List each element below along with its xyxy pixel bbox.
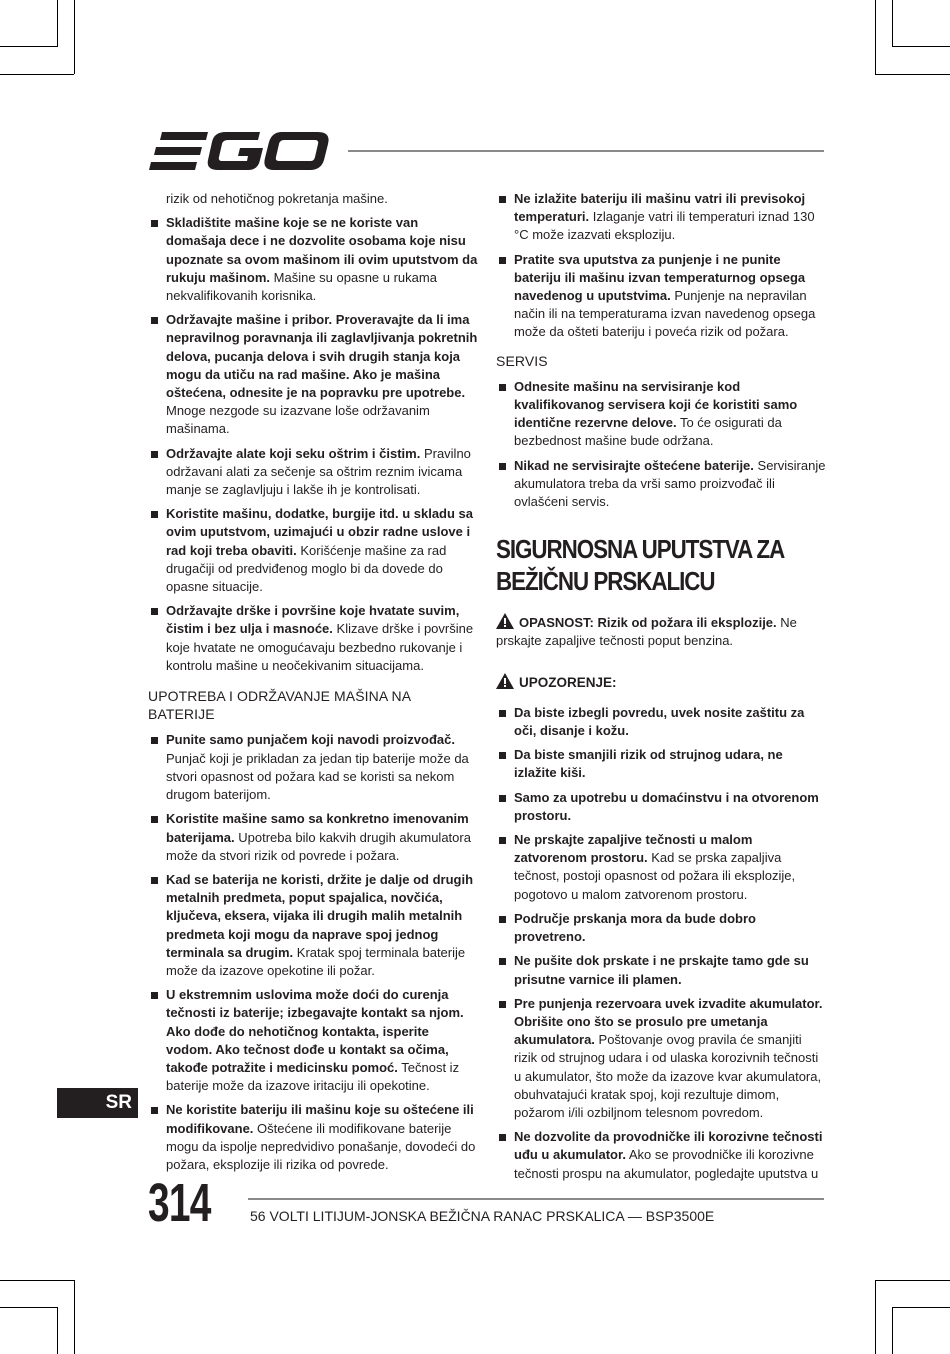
list-item bbox=[496, 251, 826, 342]
item-text: Klizave drške i površine koje hvatate ne omogućavaju bezbedno rukovanje i kontrolu mašine u neočekivanim situacijama. bbox=[166, 621, 474, 673]
item-text: Kratak spoj terminala baterije može da izazove opekotine ili požar. bbox=[166, 944, 466, 978]
section-title: SIGURNOSNA UPUTSTVA ZA BEŽIČNU PRSKALICU bbox=[496, 534, 784, 597]
item-text: Servisiranje akumulatora treba da vrši samo proizvođač ili ovlašćeni servis. bbox=[514, 457, 826, 510]
item-text: To će osigurati da bezbednost mašine bude održana. bbox=[514, 415, 782, 449]
language-tab bbox=[57, 1088, 138, 1118]
warning-notice bbox=[496, 673, 826, 692]
crop-mark bbox=[892, 1307, 893, 1354]
bullet-icon bbox=[151, 1107, 158, 1114]
crop-mark bbox=[0, 1280, 74, 1281]
item-bold: Ne dozvolite da provodničke ili korozivne tečnosti uđu u akumulator. bbox=[514, 1129, 823, 1163]
crop-mark bbox=[875, 1280, 950, 1281]
item-bold: Pratite sva uputstva za punjenje i ne punite bateriju ili mašinu izvan temperaturnog opsega navedenog u uputstvima. bbox=[514, 251, 806, 304]
item-text: Kad se prska zapaljiva tečnost, postoji opasnost od požara ili eksplozije, pogotovo u malom zatvorenom prostoru. bbox=[514, 850, 796, 902]
bullet-icon bbox=[499, 384, 506, 391]
item-bold: Da biste izbegli povredu, uvek nosite zaštitu za oči, disanje i kožu. bbox=[514, 704, 805, 739]
list-item bbox=[496, 378, 826, 451]
bullet-icon bbox=[151, 220, 158, 227]
item-bold: Ne izlažite bateriju ili mašinu vatri ili previsokoj temperaturi. bbox=[514, 191, 806, 225]
warning-triangle-icon bbox=[496, 673, 514, 689]
left-column bbox=[148, 190, 478, 1180]
warning-label: UPOZORENJE: bbox=[519, 674, 617, 690]
crop-mark bbox=[0, 1307, 58, 1308]
safety-list bbox=[496, 704, 826, 1183]
item-text: Oštećene ili modifikovane baterije mogu da ispolje nepredvidivo ponašanje, dovodeći do požara, eksplozije ili rizika od povrede. bbox=[166, 1120, 476, 1172]
intro-text: rizik od nehotičnog pokretanja mašine. bbox=[166, 191, 388, 206]
bullet-icon bbox=[499, 916, 506, 923]
bullet-icon bbox=[151, 737, 158, 744]
footer-text: 56 VOLTI LITIJUM-JONSKA BEŽIČNA RANAC PRSKALICA — BSP3500E bbox=[250, 1208, 715, 1224]
ego-logo bbox=[148, 128, 332, 174]
list-item bbox=[496, 910, 826, 946]
bullet-icon bbox=[499, 1134, 506, 1141]
item-bold: Nikad ne servisirajte oštećene baterije. bbox=[514, 457, 754, 473]
bullet-icon bbox=[151, 816, 158, 823]
crop-mark bbox=[892, 46, 950, 47]
crop-mark bbox=[875, 74, 950, 75]
list-item bbox=[148, 986, 478, 1095]
crop-mark bbox=[74, 0, 75, 74]
safety-list bbox=[148, 214, 478, 675]
danger-notice bbox=[496, 613, 826, 650]
bullet-icon bbox=[499, 795, 506, 802]
item-text: Mnoge nezgode su izazvane loše održavanim mašinama. bbox=[166, 403, 430, 437]
item-bold: U ekstremnim uslovima može doći do curenja tečnosti iz baterije; izbegavajte kontakt sa njom. Ako dođe do nehotičnog kontakta, isperite vodom. Ako tečnost dođe u kontakt sa očima, takođe potražite i medicinsku pomoć. bbox=[166, 987, 464, 1075]
list-item bbox=[148, 505, 478, 596]
bullet-icon bbox=[151, 992, 158, 999]
section-heading: SERVIS bbox=[496, 352, 548, 369]
bullet-icon bbox=[499, 257, 506, 264]
list-item bbox=[148, 445, 478, 500]
item-bold: Održavajte mašine i pribor. Proveravajte da li ima nepravilnog poravnanja ili zaglavljivanja pokretnih delova, pucanja delova i svih drugih stanja koja mogu da utiču na rad mašine. Ako je mašina oštećena, odnesite je na popravku pre upotrebe. bbox=[166, 312, 478, 401]
bullet-icon bbox=[499, 1001, 506, 1008]
list-item bbox=[148, 810, 478, 865]
crop-mark bbox=[892, 0, 893, 46]
item-text: Tečnost iz baterije može da izazove iritaciju ili opekotine. bbox=[166, 1059, 460, 1094]
list-item bbox=[496, 831, 826, 904]
safety-list bbox=[148, 731, 478, 1174]
list-item bbox=[496, 704, 826, 740]
bullet-icon bbox=[151, 608, 158, 615]
item-text: Poštovanje ovog pravila će smanjiti rizik od strujnog udara i od ulaska korozivnih tečnosti u akumulator, što može da izazove kvar akumulatora, obuhvatajući kratak spoj, koji rezultuje dimom, požarom i/ili ozbiljnom telesnom povredom. bbox=[514, 1032, 822, 1120]
item-text: Upotreba bilo kakvih drugih akumulatora može da stvori rizik od povrede i požara. bbox=[166, 829, 471, 863]
bullet-icon bbox=[151, 451, 158, 458]
bullet-icon bbox=[499, 837, 506, 844]
crop-mark bbox=[0, 46, 58, 47]
item-bold: Koristite mašinu, dodatke, burgije itd. u skladu sa ovim uputstvom, uzimajući u obzir radne uslove i rad koji treba obaviti. bbox=[166, 506, 474, 558]
item-text: Pravilno održavani alati za sečenje sa oštrim reznim ivicama manje se zaglavljuju i lakše ih je kontrolisati. bbox=[166, 445, 471, 498]
list-item bbox=[496, 1128, 826, 1183]
bullet-icon bbox=[499, 196, 506, 203]
item-bold: Koristite mašine samo sa konkretno imenovanim baterijama. bbox=[166, 811, 469, 845]
bullet-icon bbox=[151, 317, 158, 324]
crop-mark bbox=[875, 1280, 876, 1354]
bullet-icon bbox=[499, 463, 506, 470]
list-item bbox=[148, 602, 478, 675]
list-item bbox=[496, 995, 826, 1122]
footer-rule bbox=[248, 1198, 824, 1200]
bullet-icon bbox=[499, 958, 506, 965]
safety-list bbox=[496, 190, 826, 342]
bullet-icon bbox=[499, 710, 506, 717]
bullet-icon bbox=[499, 752, 506, 759]
crop-mark bbox=[57, 1307, 58, 1354]
danger-text: Ne prskajte zapaljive tečnosti poput benzina. bbox=[496, 615, 797, 649]
item-text: Punjač koji je prikladan za jedan tip baterije može da stvori opasnost od požara kad se koristi sa nekom drugom baterijom. bbox=[166, 750, 469, 803]
item-bold: Održavajte drške i površine koje hvatate suvim, čistim i bez ulja i masnoće. bbox=[166, 603, 460, 637]
item-text: Izlaganje vatri ili temperaturi iznad 130 °C može izazvati eksploziju. bbox=[514, 209, 815, 243]
list-item bbox=[148, 871, 478, 980]
item-bold: Odnesite mašinu na servisiranje kod kvalifikovanog servisera koji će koristiti samo identične rezervne delove. bbox=[514, 378, 798, 431]
warning-triangle-icon bbox=[496, 613, 514, 629]
item-bold: Ne prskajte zapaljive tečnosti u malom zatvorenom prostoru. bbox=[514, 832, 753, 866]
language-tab-label: SR bbox=[105, 1092, 132, 1113]
section-heading: UPOTREBA I ODRŽAVANJE MAŠINA NA BATERIJE bbox=[148, 688, 411, 723]
list-item bbox=[496, 457, 826, 512]
item-bold: Ne koristite bateriju ili mašinu koje su oštećene ili modifikovane. bbox=[166, 1102, 474, 1136]
item-bold: Ne pušite dok prskate i ne prskajte tamo gde su prisutne varnice ili plamen. bbox=[514, 953, 809, 987]
item-text: Punjenje na nepravilan način ili na temperaturama izvan navedenog opsega može da ošteti bateriju i poveća rizik od požara. bbox=[514, 288, 816, 340]
crop-mark bbox=[875, 0, 876, 74]
item-bold: Održavajte alate koji seku oštrim i čistim. bbox=[166, 445, 421, 461]
item-bold: Punite samo punjačem koji navodi proizvođač. bbox=[166, 732, 455, 748]
bullet-icon bbox=[151, 877, 158, 884]
header-rule bbox=[348, 150, 824, 152]
crop-mark bbox=[0, 74, 74, 75]
safety-list bbox=[496, 378, 826, 511]
item-bold: Samo za upotrebu u domaćinstvu i na otvorenom prostoru. bbox=[514, 789, 819, 823]
crop-mark bbox=[74, 1280, 75, 1354]
item-bold: Skladištite mašine koje se ne koriste van domašaja dece i ne dozvolite osobama koje nisu upoznate sa ovom mašinom ili ovim uputstvom da rukuju mašinom. bbox=[166, 215, 478, 285]
item-text: Korišćenje mašine za rad drugačiji od predviđenog moglo bi da dovede do opasne situacije. bbox=[166, 542, 447, 595]
bullet-icon bbox=[151, 511, 158, 518]
list-item bbox=[496, 190, 826, 245]
item-bold: Da biste smanjili rizik od strujnog udara, ne izlažite kiši. bbox=[514, 747, 783, 781]
item-bold: Područje prskanja mora da bude dobro provetreno. bbox=[514, 910, 756, 945]
list-item bbox=[496, 952, 826, 988]
item-bold: Kad se baterija ne koristi, držite je dalje od drugih metalnih predmeta, poput spajalica, novčića, ključeva, eksera, vijaka ili drugih malih metalnih predmeta koji mogu da naprave spoj jednog terminala sa drugim. bbox=[166, 871, 474, 960]
danger-label: OPASNOST: Rizik od požara ili eksplozije. bbox=[519, 615, 777, 631]
list-item bbox=[148, 214, 478, 305]
right-column bbox=[496, 190, 826, 1189]
list-item bbox=[148, 311, 478, 438]
list-item bbox=[496, 789, 826, 825]
item-bold: Pre punjenja rezervoara uvek izvadite akumulator. Obrišite ono što se prosulo pre umetanja akumulatora. bbox=[514, 995, 823, 1048]
list-item bbox=[148, 1101, 478, 1174]
item-text: Ako se provodničke ili korozivne tečnosti prospu na akumulator, pogledajte uputstva u bbox=[514, 1147, 819, 1181]
crop-mark bbox=[57, 0, 58, 46]
crop-mark bbox=[892, 1307, 950, 1308]
list-item bbox=[496, 746, 826, 782]
page-number: 314 bbox=[148, 1173, 211, 1233]
item-text: Mašine su opasne u rukama nekvalifikovanih korisnika. bbox=[166, 269, 437, 304]
list-item bbox=[148, 731, 478, 804]
